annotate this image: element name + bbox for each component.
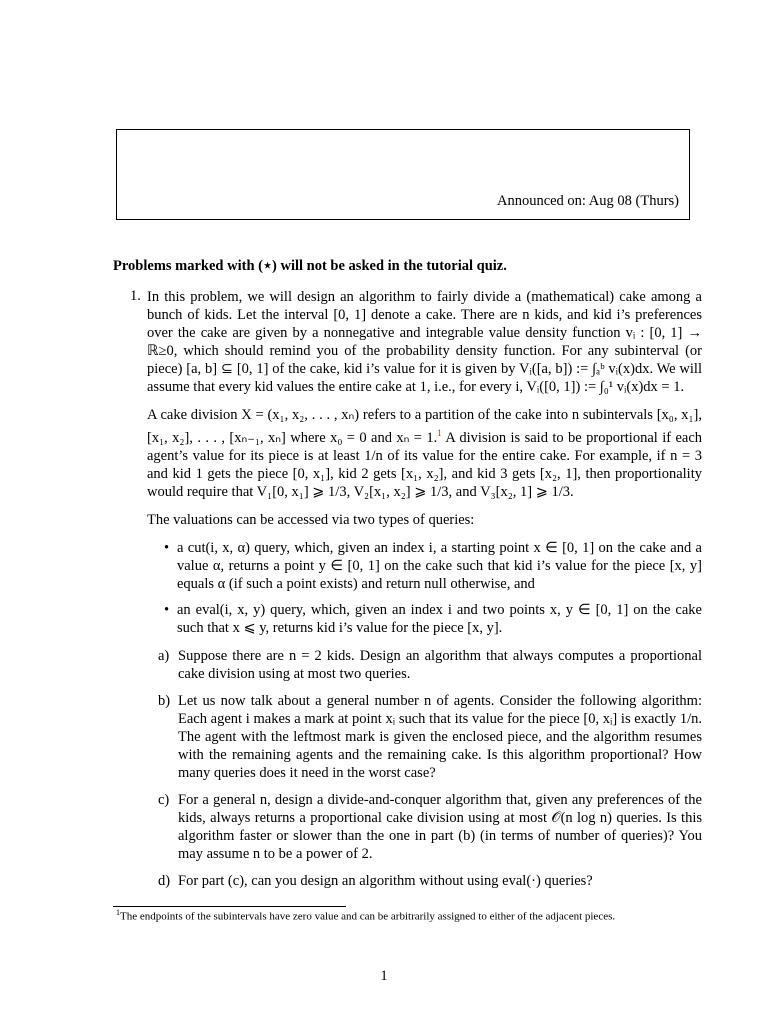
sub-question-label: b) [158,692,171,709]
query-cut-text: a cut(i, x, α) query, which, given an index i, a starting point x ∈ [0, 1] on the cake and a value α, returns a point y ∈ [0, 1] on the cake such that kid i’s value for the piece [x, y] equals α (if such a point exists) and return null otherwise, and [177,539,702,592]
sub-question-text: For a general n, design a divide-and-conquer algorithm that, given any preferences of the kids, always returns a proportional cake division using at most 𝒪(n log n) queries. Is this algorithm faster or slower than the one in part (b) (in terms of number of queries)? You may assume n to be a power of 2. [178,791,702,862]
footnote-divider [113,906,346,907]
division-paragraph [147,406,702,501]
problem-body [147,288,702,899]
query-item-cut [147,539,702,593]
query-item-eval [147,601,702,637]
sub-question-b [147,692,702,782]
sub-question-label: c) [158,791,170,808]
queries-intro: The valuations can be accessed via two types of queries: [147,511,475,528]
sub-question-text: Let us now talk about a general number n of agents. Consider the following algorithm: Each agent i makes a mark at point xᵢ such that its value for the piece [0, xᵢ] is exactly 1/n. The agent with the leftmost mark is given the enclosed piece, and the algorithm resumes with the remaining agents and the remaining cake. Is this algorithm proportional? How many queries does it need in the worst case? [178,692,702,781]
sub-question-text: For part (c), can you design an algorithm without using eval(·) queries? [178,872,593,889]
announced-date: Announced on: Aug 08 (Thurs) [496,193,679,209]
sub-question-list [147,647,702,890]
header-box [116,129,690,220]
quiz-notice: Problems marked with (⋆) will not be asked in the tutorial quiz. [113,258,507,274]
sub-question-d [147,872,702,890]
division-text-start: A cake division X = (x₁, x₂, . . . , xₙ) refers to a partition of the cake into n subintervals [x₀, x₁], [x₁, x₂], . . . , [xₙ₋₁, xₙ] where x₀ = 0 and xₙ = 1. [147,407,702,446]
footnote [116,908,716,923]
query-eval-text: an eval(i, x, y) query, which, given an index i and two points x, y ∈ [0, 1] on the cake such that x ⩽ y, returns kid i’s value for the piece [x, y]. [177,601,702,636]
bullet-icon: • [164,601,170,618]
sub-question-c [147,791,702,863]
footnote-reference[interactable]: 1 [437,428,442,438]
problem-intro: In this problem, we will design an algorithm to fairly divide a (mathematical) cake among a bunch of kids. Let the interval [0, 1] denote a cake. There are n kids, and kid i’s preferences over the cake are given by a nonnegative and integrable value density function vᵢ : [0, 1] → ℝ≥0, which should remind you of the probability density function. For any subinterval (or piece) [a, b] ⊆ [0, 1] of the cake, kid i’s value for it is given by Vᵢ([a, b]) := ∫ₐᵇ vᵢ(x)dx. We will assume that every kid values the entire cake at 1, i.e., for every i, Vᵢ([0, 1]) := ∫₀¹ vᵢ(x)dx = 1. [147,289,702,395]
page-number: 1 [380,968,388,984]
footnote-mark: 1 [116,908,120,917]
problem-number: 1. [130,288,141,304]
sub-question-a [147,647,702,683]
sub-question-text: Suppose there are n = 2 kids. Design an algorithm that always computes a proportional cake division using at most two queries. [178,647,702,682]
division-text-end: A division is said to be proportional if each agent’s value for its piece is at least 1/n of its value for the entire cake. For example, if n = 3 and kid 1 gets the piece [0, x₁], kid 2 gets [x₁, x₂], and kid 3 gets [x₂, 1], then proportionality would require that V₁[0, x₁] ⩾ 1/3, V₂[x₁, x₂] ⩾ 1/3, and V₃[x₂, 1] ⩾ 1/3. [147,429,703,500]
footnote-text: The endpoints of the subintervals have zero value and can be arbitrarily assigned to either of the adjacent pieces. [120,910,616,923]
query-list [147,539,702,637]
bullet-icon: • [164,539,170,556]
sub-question-label: a) [158,647,170,664]
sub-question-label: d) [158,872,171,889]
